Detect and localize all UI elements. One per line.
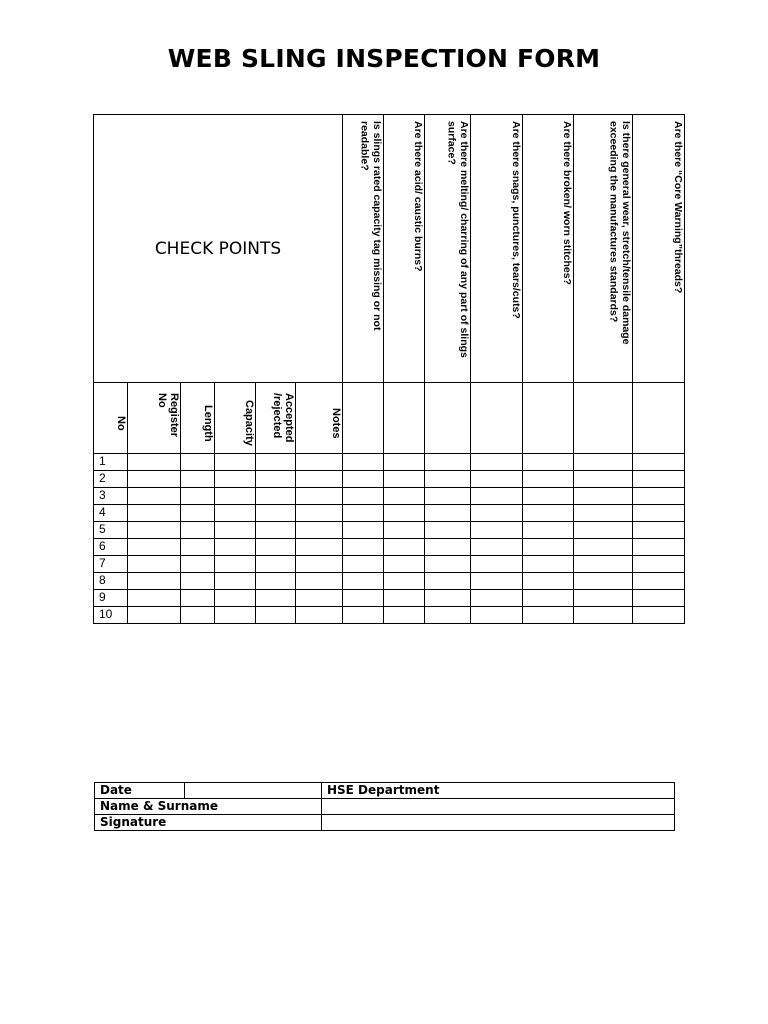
entry-cell[interactable]	[296, 471, 343, 488]
entry-cell[interactable]	[296, 539, 343, 556]
entry-cell[interactable]	[296, 607, 343, 624]
entry-cell[interactable]	[256, 488, 296, 505]
table-row	[94, 471, 685, 488]
hse-department-label: HSE Department	[322, 783, 675, 799]
entry-cell[interactable]	[128, 488, 181, 505]
entry-cell[interactable]	[425, 471, 471, 488]
entry-cell[interactable]	[128, 573, 181, 590]
entry-cell[interactable]	[296, 454, 343, 471]
row-number: 2	[94, 471, 128, 488]
table-row	[94, 573, 685, 590]
entry-cell[interactable]	[384, 607, 425, 624]
entry-cell[interactable]	[425, 573, 471, 590]
entry-cell[interactable]	[574, 488, 633, 505]
entry-cell[interactable]	[128, 539, 181, 556]
entry-cell[interactable]	[633, 590, 685, 607]
entry-cell[interactable]	[425, 539, 471, 556]
column-header-notes: Notes	[296, 383, 343, 454]
entry-cell[interactable]	[384, 539, 425, 556]
entry-cell[interactable]	[128, 454, 181, 471]
entry-cell[interactable]	[633, 573, 685, 590]
row-number: 6	[94, 539, 128, 556]
entry-cell[interactable]	[181, 590, 215, 607]
entry-cell[interactable]	[523, 607, 574, 624]
inspection-table	[93, 114, 685, 624]
entry-cell[interactable]	[384, 590, 425, 607]
entry-cell[interactable]	[471, 590, 523, 607]
entry-cell[interactable]	[343, 522, 384, 539]
answer-cell[interactable]	[425, 383, 471, 454]
question-text: Are there acid/ caustic burns?	[412, 121, 424, 272]
row-number: 3	[94, 488, 128, 505]
column-header-capacity: Capacity	[215, 383, 256, 454]
entry-cell[interactable]	[343, 607, 384, 624]
entry-cell[interactable]	[128, 607, 181, 624]
entry-cell[interactable]	[215, 607, 256, 624]
entry-cell[interactable]	[384, 471, 425, 488]
row-number: 7	[94, 556, 128, 573]
entry-cell[interactable]	[181, 505, 215, 522]
entry-cell[interactable]	[256, 590, 296, 607]
row-number: 10	[94, 607, 128, 624]
entry-cell[interactable]	[633, 454, 685, 471]
entry-cell[interactable]	[574, 556, 633, 573]
entry-cell[interactable]	[296, 488, 343, 505]
table-row	[94, 590, 685, 607]
entry-cell[interactable]	[128, 505, 181, 522]
entry-cell[interactable]	[523, 556, 574, 573]
entry-cell[interactable]	[215, 488, 256, 505]
entry-cell[interactable]	[523, 488, 574, 505]
form-title: WEB SLING INSPECTION FORM	[167, 44, 601, 73]
entry-cell[interactable]	[633, 505, 685, 522]
column-header-accepted-rejected: Accepted /rejected	[256, 383, 296, 454]
entry-cell[interactable]	[181, 556, 215, 573]
entry-cell[interactable]	[343, 471, 384, 488]
entry-cell[interactable]	[574, 590, 633, 607]
date-field[interactable]	[185, 783, 322, 799]
entry-cell[interactable]	[523, 505, 574, 522]
question-text: Are there snags, punctures, tears/cuts?	[510, 121, 522, 319]
table-row	[94, 607, 685, 624]
entry-cell[interactable]	[471, 573, 523, 590]
date-label: Date	[95, 783, 185, 799]
entry-cell[interactable]	[574, 607, 633, 624]
entry-cell[interactable]	[181, 539, 215, 556]
entry-cell[interactable]	[471, 607, 523, 624]
question-header	[425, 115, 471, 383]
column-header-no: No	[94, 383, 128, 454]
entry-cell[interactable]	[384, 573, 425, 590]
entry-cell[interactable]	[471, 556, 523, 573]
answer-cell[interactable]	[523, 383, 574, 454]
entry-cell[interactable]	[384, 556, 425, 573]
entry-cell[interactable]	[256, 573, 296, 590]
entry-cell[interactable]	[181, 454, 215, 471]
entry-cell[interactable]	[343, 454, 384, 471]
answer-cell[interactable]	[633, 383, 685, 454]
entry-cell[interactable]	[384, 454, 425, 471]
row-number: 1	[94, 454, 128, 471]
entry-cell[interactable]	[523, 573, 574, 590]
entry-cell[interactable]	[574, 454, 633, 471]
entry-cell[interactable]	[425, 505, 471, 522]
answer-cell[interactable]	[384, 383, 425, 454]
question-header	[343, 115, 384, 383]
answer-cell[interactable]	[471, 383, 523, 454]
entry-cell[interactable]	[256, 522, 296, 539]
entry-cell[interactable]	[215, 471, 256, 488]
entry-cell[interactable]	[215, 454, 256, 471]
entry-cell[interactable]	[215, 556, 256, 573]
entry-cell[interactable]	[425, 454, 471, 471]
entry-cell[interactable]	[256, 607, 296, 624]
entry-cell[interactable]	[296, 590, 343, 607]
entry-cell[interactable]	[633, 471, 685, 488]
entry-cell[interactable]	[296, 522, 343, 539]
name-surname-label: Name & Surname	[95, 799, 322, 815]
entry-cell[interactable]	[633, 539, 685, 556]
table-row	[94, 505, 685, 522]
entry-cell[interactable]	[574, 505, 633, 522]
entry-cell[interactable]	[384, 488, 425, 505]
question-text: Is slings rated capacity tag missing or not readable?	[358, 121, 383, 331]
entry-cell[interactable]	[128, 590, 181, 607]
question-header	[633, 115, 685, 383]
entry-cell[interactable]	[181, 522, 215, 539]
question-header	[574, 115, 633, 383]
question-header	[471, 115, 523, 383]
table-row	[94, 488, 685, 505]
entry-cell[interactable]	[471, 505, 523, 522]
entry-cell[interactable]	[296, 505, 343, 522]
entry-cell[interactable]	[128, 471, 181, 488]
entry-cell[interactable]	[523, 454, 574, 471]
entry-cell[interactable]	[256, 454, 296, 471]
check-points-cell	[94, 115, 343, 383]
column-header-register-no: Register No	[128, 383, 181, 454]
question-text: Are there “Core Warning”threads?	[672, 121, 684, 294]
row-number: 8	[94, 573, 128, 590]
entry-cell[interactable]	[425, 556, 471, 573]
entry-cell[interactable]	[633, 556, 685, 573]
entry-cell[interactable]	[471, 488, 523, 505]
entry-cell[interactable]	[215, 522, 256, 539]
entry-cell[interactable]	[343, 590, 384, 607]
entry-cell[interactable]	[343, 488, 384, 505]
entry-cell[interactable]	[128, 522, 181, 539]
row-number: 4	[94, 505, 128, 522]
table-row	[94, 556, 685, 573]
inspection-rows	[94, 454, 685, 624]
entry-cell[interactable]	[181, 471, 215, 488]
entry-cell[interactable]	[215, 573, 256, 590]
question-text: Are there broken/ worn stitches?	[561, 121, 573, 285]
entry-cell[interactable]	[425, 590, 471, 607]
column-header-length: Length	[181, 383, 215, 454]
entry-cell[interactable]	[215, 505, 256, 522]
signature-field[interactable]	[322, 815, 675, 831]
entry-cell[interactable]	[471, 522, 523, 539]
entry-cell[interactable]	[128, 556, 181, 573]
entry-cell[interactable]	[384, 505, 425, 522]
signature-label: Signature	[95, 815, 322, 831]
question-text: Are there melting/ charring of any part of slings surface?	[445, 121, 470, 358]
entry-cell[interactable]	[343, 556, 384, 573]
entry-cell[interactable]	[471, 454, 523, 471]
entry-cell[interactable]	[574, 471, 633, 488]
entry-cell[interactable]	[523, 522, 574, 539]
answer-cell[interactable]	[574, 383, 633, 454]
entry-cell[interactable]	[215, 539, 256, 556]
name-surname-field[interactable]	[322, 799, 675, 815]
entry-cell[interactable]	[256, 505, 296, 522]
entry-cell[interactable]	[523, 590, 574, 607]
entry-cell[interactable]	[296, 556, 343, 573]
entry-cell[interactable]	[471, 539, 523, 556]
entry-cell[interactable]	[256, 471, 296, 488]
entry-cell[interactable]	[523, 539, 574, 556]
question-header	[384, 115, 425, 383]
entry-cell[interactable]	[523, 471, 574, 488]
question-header	[523, 115, 574, 383]
table-row	[94, 454, 685, 471]
row-number: 5	[94, 522, 128, 539]
entry-cell[interactable]	[256, 556, 296, 573]
row-number: 9	[94, 590, 128, 607]
entry-cell[interactable]	[425, 488, 471, 505]
table-row	[94, 539, 685, 556]
entry-cell[interactable]	[181, 607, 215, 624]
entry-cell[interactable]	[384, 522, 425, 539]
question-text: Is there general wear, stretch/tensile damage exceeding the manufactures standards?	[607, 121, 632, 345]
entry-cell[interactable]	[633, 522, 685, 539]
entry-cell[interactable]	[425, 607, 471, 624]
entry-cell[interactable]	[343, 539, 384, 556]
entry-cell[interactable]	[343, 505, 384, 522]
entry-cell[interactable]	[471, 471, 523, 488]
check-points-label: CHECK POINTS	[154, 238, 282, 259]
entry-cell[interactable]	[215, 590, 256, 607]
entry-cell[interactable]	[425, 522, 471, 539]
entry-cell[interactable]	[574, 539, 633, 556]
entry-cell[interactable]	[574, 573, 633, 590]
entry-cell[interactable]	[633, 607, 685, 624]
entry-cell[interactable]	[296, 573, 343, 590]
entry-cell[interactable]	[343, 573, 384, 590]
signoff-table	[94, 782, 675, 831]
table-row	[94, 522, 685, 539]
entry-cell[interactable]	[574, 522, 633, 539]
entry-cell[interactable]	[181, 573, 215, 590]
entry-cell[interactable]	[256, 539, 296, 556]
answer-cell[interactable]	[343, 383, 384, 454]
entry-cell[interactable]	[181, 488, 215, 505]
entry-cell[interactable]	[633, 488, 685, 505]
